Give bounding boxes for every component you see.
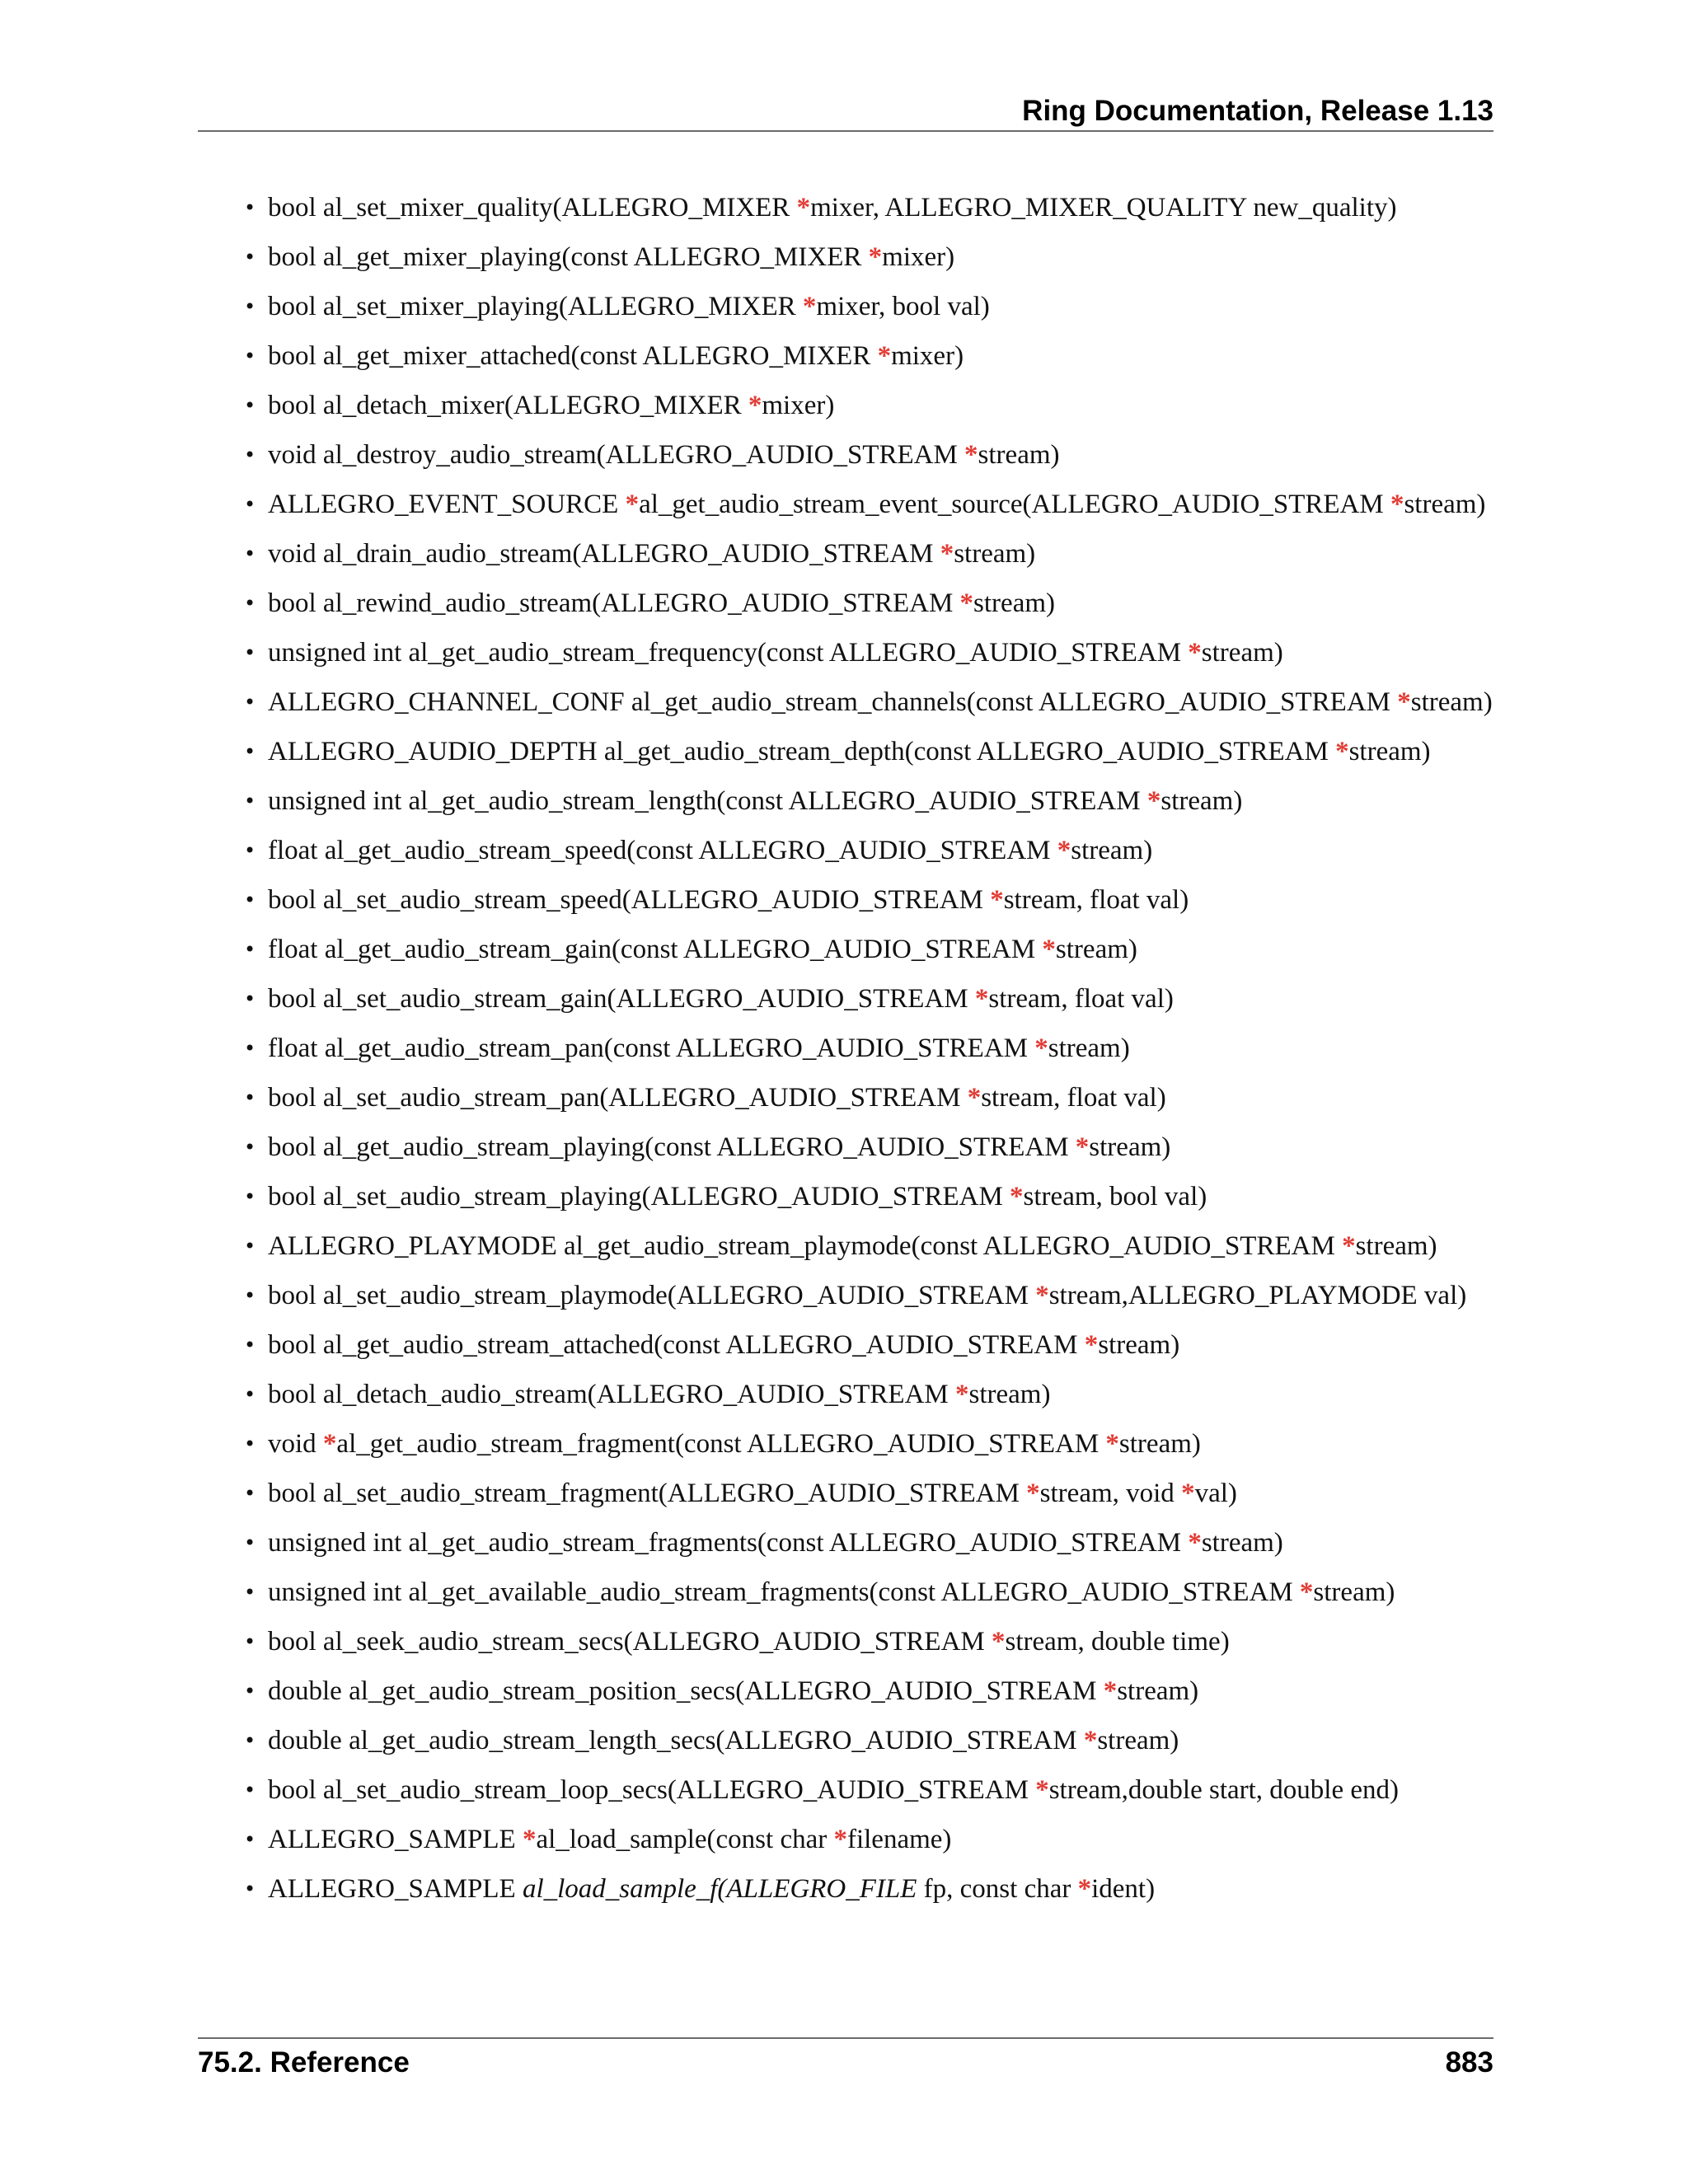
page-header-title: Ring Documentation, Release 1.13 bbox=[1022, 95, 1493, 127]
footer-page-number: 883 bbox=[1445, 2046, 1493, 2079]
function-item: • ALLEGRO_CHANNEL_CONF al_get_audio_stream_channels(const ALLEGRO_AUDIO_STREAM *stream) bbox=[244, 686, 1493, 719]
function-item: • bool al_set_audio_stream_playing(ALLEGRO_AUDIO_STREAM *stream, bool val) bbox=[244, 1180, 1493, 1213]
function-item: • bool al_rewind_audio_stream(ALLEGRO_AUDIO_STREAM *stream) bbox=[244, 587, 1493, 620]
pointer-star: * bbox=[1075, 1132, 1090, 1162]
pointer-star: * bbox=[802, 292, 817, 321]
pointer-star: * bbox=[1083, 1726, 1098, 1755]
pointer-star: * bbox=[1034, 1033, 1048, 1063]
function-item: • bool al_set_audio_stream_playmode(ALLEGRO_AUDIO_STREAM *stream,ALLEGRO_PLAYMODE val) bbox=[244, 1279, 1493, 1312]
footer-section: 75.2. Reference bbox=[198, 2046, 410, 2079]
function-item: • bool al_get_audio_stream_attached(const ALLEGRO_AUDIO_STREAM *stream) bbox=[244, 1329, 1493, 1361]
function-item: • ALLEGRO_PLAYMODE al_get_audio_stream_playmode(const ALLEGRO_AUDIO_STREAM *stream) bbox=[244, 1230, 1493, 1263]
footer-rule bbox=[198, 2037, 1493, 2039]
function-item: • void al_drain_audio_stream(ALLEGRO_AUDIO_STREAM *stream) bbox=[244, 537, 1493, 570]
pointer-star: * bbox=[868, 242, 883, 272]
function-item: • bool al_set_audio_stream_fragment(ALLEGRO_AUDIO_STREAM *stream, void *val) bbox=[244, 1477, 1493, 1510]
pointer-star: * bbox=[967, 1083, 982, 1113]
function-item: • ALLEGRO_AUDIO_DEPTH al_get_audio_stream_depth(const ALLEGRO_AUDIO_STREAM *stream) bbox=[244, 735, 1493, 768]
pointer-star: * bbox=[796, 193, 811, 223]
function-item: • bool al_get_mixer_playing(const ALLEGRO_MIXER *mixer) bbox=[244, 241, 1493, 274]
pointer-star: * bbox=[1181, 1479, 1195, 1508]
page-footer bbox=[198, 2042, 1493, 2083]
pointer-star: * bbox=[1103, 1676, 1118, 1706]
function-item: • ALLEGRO_EVENT_SOURCE *al_get_audio_stream_event_source(ALLEGRO_AUDIO_STREAM *stream) bbox=[244, 488, 1493, 521]
pointer-star: * bbox=[625, 490, 640, 519]
last-item-end: ident) bbox=[1091, 1874, 1156, 1904]
header-rule bbox=[198, 130, 1493, 132]
pointer-star: * bbox=[748, 391, 762, 420]
pointer-star: * bbox=[974, 984, 989, 1014]
function-item: • unsigned int al_get_audio_stream_frequency(const ALLEGRO_AUDIO_STREAM *stream) bbox=[244, 636, 1493, 669]
pointer-star: * bbox=[833, 1825, 847, 1854]
pointer-star: * bbox=[1342, 1231, 1356, 1261]
pointer-star: * bbox=[990, 885, 1004, 915]
pointer-star: * bbox=[955, 1380, 969, 1409]
pointer-star: * bbox=[1035, 1281, 1049, 1310]
last-item-rest: fp, const char bbox=[917, 1874, 1078, 1904]
function-item: • float al_get_audio_stream_gain(const ALLEGRO_AUDIO_STREAM *stream) bbox=[244, 933, 1493, 966]
pointer-star: * bbox=[522, 1825, 537, 1854]
function-item: • void al_destroy_audio_stream(ALLEGRO_AUDIO_STREAM *stream) bbox=[244, 438, 1493, 471]
function-item: • ALLEGRO_SAMPLE *al_load_sample(const char *filename) bbox=[244, 1823, 1493, 1856]
pointer-star: * bbox=[1105, 1429, 1119, 1459]
function-item: • bool al_set_mixer_playing(ALLEGRO_MIXER *mixer, bool val) bbox=[244, 290, 1493, 323]
pointer-star: * bbox=[322, 1429, 337, 1459]
function-item: • bool al_set_audio_stream_speed(ALLEGRO_AUDIO_STREAM *stream, float val) bbox=[244, 883, 1493, 916]
pointer-star: * bbox=[1146, 786, 1161, 816]
function-item: • double al_get_audio_stream_length_secs(ALLEGRO_AUDIO_STREAM *stream) bbox=[244, 1724, 1493, 1757]
function-item: • void *al_get_audio_stream_fragment(const ALLEGRO_AUDIO_STREAM *stream) bbox=[244, 1427, 1493, 1460]
pointer-star: * bbox=[964, 440, 978, 470]
pointer-star: * bbox=[959, 588, 974, 618]
pointer-star: * bbox=[1335, 737, 1349, 766]
function-item: • bool al_set_audio_stream_pan(ALLEGRO_AUDIO_STREAM *stream, float val) bbox=[244, 1081, 1493, 1114]
pointer-star: * bbox=[1035, 1775, 1049, 1805]
function-item: • bool al_detach_audio_stream(ALLEGRO_AUDIO_STREAM *stream) bbox=[244, 1378, 1493, 1411]
function-item: • bool al_set_audio_stream_gain(ALLEGRO_AUDIO_STREAM *stream, float val) bbox=[244, 982, 1493, 1015]
function-item: • bool al_get_mixer_attached(const ALLEGRO_MIXER *mixer) bbox=[244, 340, 1493, 373]
function-item: • unsigned int al_get_audio_stream_fragments(const ALLEGRO_AUDIO_STREAM *stream) bbox=[244, 1526, 1493, 1559]
function-item: • bool al_seek_audio_stream_secs(ALLEGRO_AUDIO_STREAM *stream, double time) bbox=[244, 1625, 1493, 1658]
function-item: • float al_get_audio_stream_speed(const ALLEGRO_AUDIO_STREAM *stream) bbox=[244, 834, 1493, 867]
function-item: • unsigned int al_get_audio_stream_length(const ALLEGRO_AUDIO_STREAM *stream) bbox=[244, 785, 1493, 818]
pointer-star: * bbox=[877, 341, 892, 371]
last-item-prefix: ALLEGRO_SAMPLE bbox=[268, 1874, 523, 1904]
function-item: • unsigned int al_get_available_audio_stream_fragments(const ALLEGRO_AUDIO_STREAM *stream) bbox=[244, 1576, 1493, 1609]
pointer-star: * bbox=[1077, 1874, 1092, 1904]
pointer-star: * bbox=[1026, 1479, 1040, 1508]
pointer-star: * bbox=[1299, 1577, 1314, 1607]
pointer-star: * bbox=[1390, 490, 1404, 519]
pointer-star: * bbox=[1084, 1330, 1099, 1360]
function-item: • double al_get_audio_stream_position_secs(ALLEGRO_AUDIO_STREAM *stream) bbox=[244, 1675, 1493, 1708]
pointer-star: * bbox=[992, 1627, 1006, 1657]
function-list bbox=[244, 191, 1493, 1922]
function-item: • bool al_set_mixer_quality(ALLEGRO_MIXER *mixer, ALLEGRO_MIXER_QUALITY new_quality) bbox=[244, 191, 1493, 224]
last-item-italic: al_load_sample_f(ALLEGRO_FILE bbox=[522, 1874, 917, 1904]
pointer-star: * bbox=[1010, 1182, 1024, 1212]
pointer-star: * bbox=[1397, 687, 1411, 717]
pointer-star: * bbox=[940, 539, 954, 569]
function-item: • bool al_set_audio_stream_loop_secs(ALLEGRO_AUDIO_STREAM *stream,double start, double end) bbox=[244, 1774, 1493, 1807]
pointer-star: * bbox=[1188, 1528, 1202, 1558]
pointer-star: * bbox=[1042, 935, 1056, 964]
function-item-last bbox=[244, 1872, 1493, 1905]
function-item: • float al_get_audio_stream_pan(const ALLEGRO_AUDIO_STREAM *stream) bbox=[244, 1032, 1493, 1065]
function-item: • bool al_get_audio_stream_playing(const ALLEGRO_AUDIO_STREAM *stream) bbox=[244, 1131, 1493, 1164]
function-item: • bool al_detach_mixer(ALLEGRO_MIXER *mixer) bbox=[244, 389, 1493, 422]
pointer-star: * bbox=[1188, 638, 1202, 668]
pointer-star: * bbox=[1057, 836, 1071, 865]
